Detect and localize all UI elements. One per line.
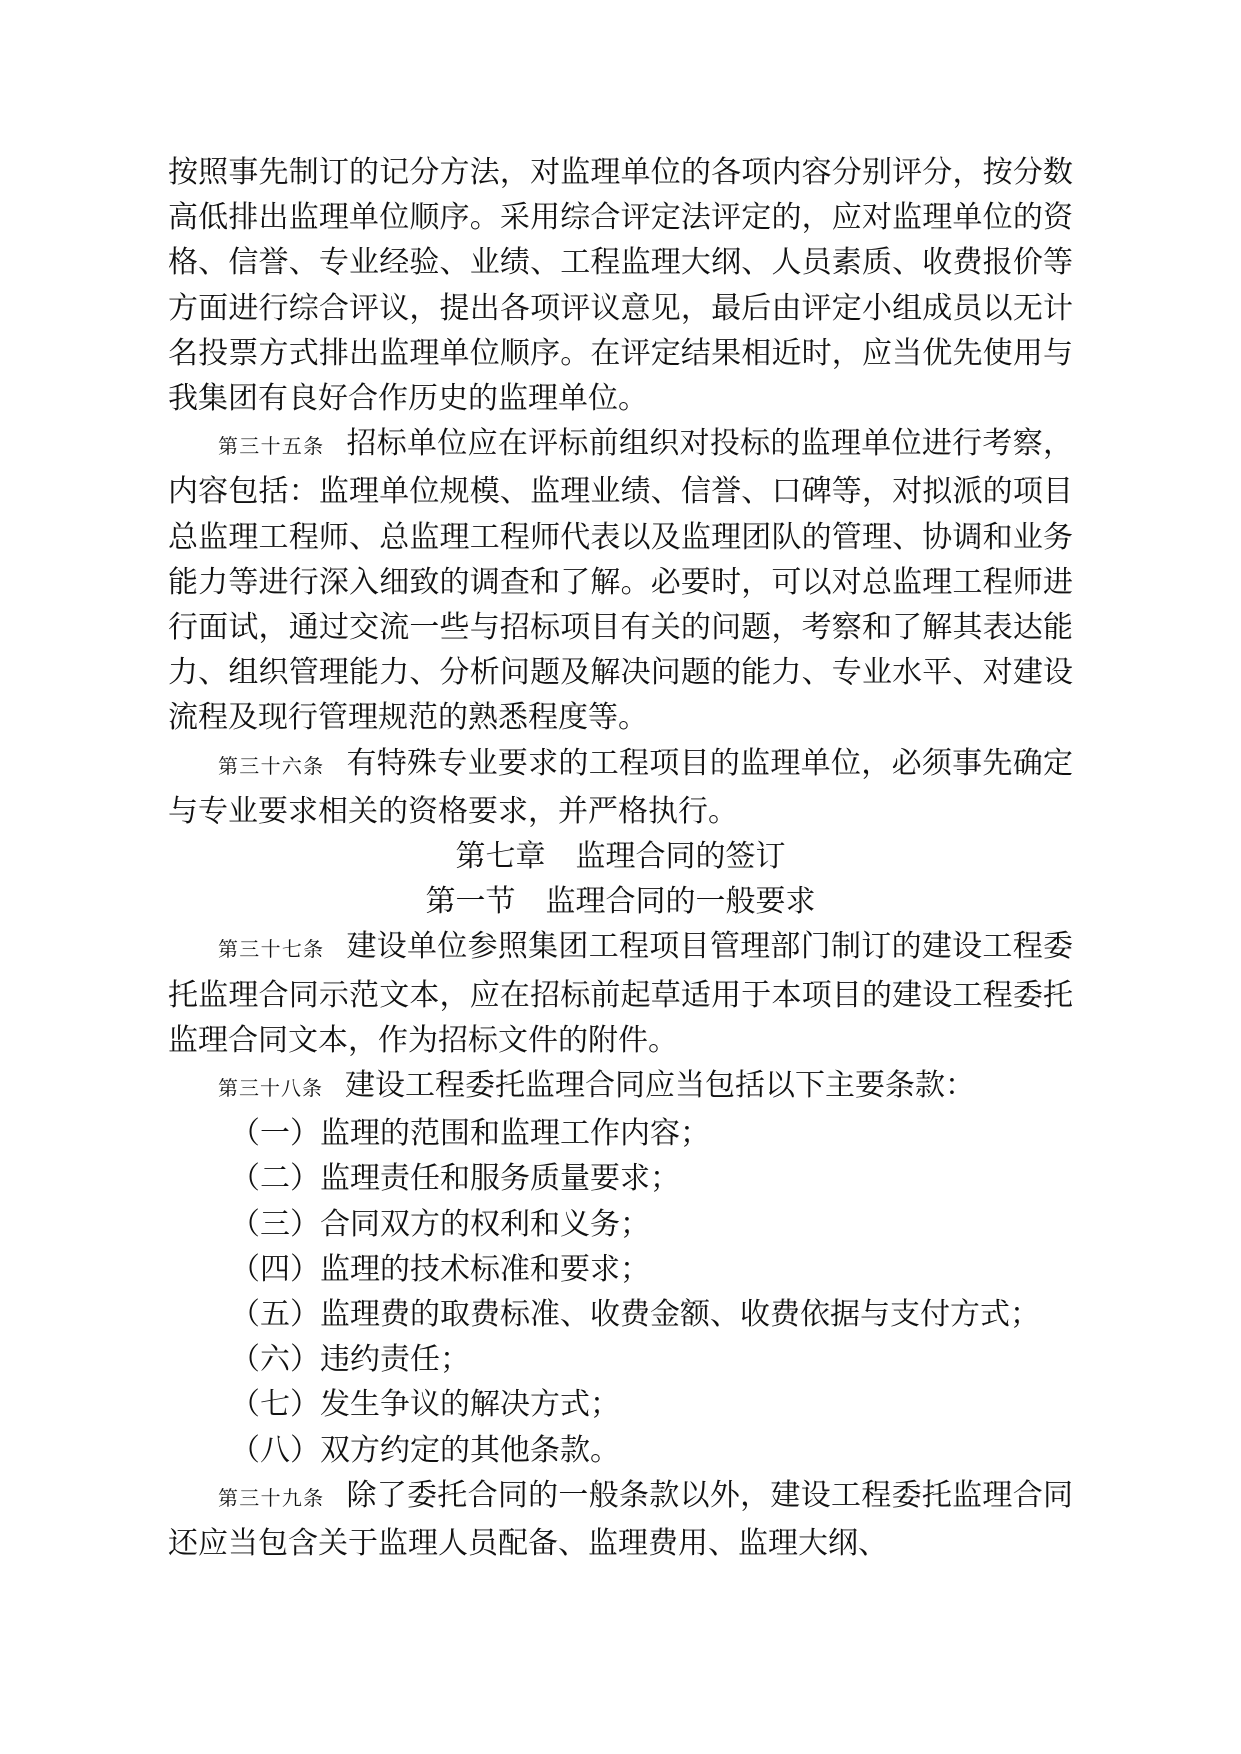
intro-paragraph: 按照事先制订的记分方法，对监理单位的各项内容分别评分，按分数高低排出监理单位顺序。采用综合评定法评定的，应对监理单位的资格、信誉、专业经验、业绩、工程监理大纲、人员素质、收费报价等方面进行综合评议，提出各项评议意见，最后由评定小组成员以无计名投票方式排出监理单位顺序。在评定结果相近时，应当优先使用与我集团有良好合作历史的监理单位。 xyxy=(168,155,1073,417)
article-38 xyxy=(168,1063,1073,1111)
list-item: （二）监理责任和服务质量要求； xyxy=(230,1161,680,1197)
article-39-text: 除了委托合同的一般条款以外，建设工程委托监理合同还应当包含关于监理人员配备、监理费用、监理大纲、 xyxy=(168,1477,1074,1562)
list-item: （五）监理费的取费标准、收费金额、收费依据与支付方式； xyxy=(230,1297,1040,1333)
list-item: （三）合同双方的权利和义务； xyxy=(230,1206,650,1242)
section-title: 第一节 监理合同的一般要求 xyxy=(425,884,816,920)
chapter-title: 第七章 监理合同的签订 xyxy=(455,839,786,875)
list-item: （八）双方约定的其他条款。 xyxy=(230,1432,620,1468)
article-37 xyxy=(168,924,1073,1063)
article-37-text: 建设单位参照集团工程项目管理部门制订的建设工程委托监理合同示范文本，应在招标前起草适用于本项目的建设工程委托监理合同文本，作为招标文件的附件。 xyxy=(168,929,1074,1058)
list-item: （六）违约责任； xyxy=(230,1342,470,1378)
list-item: （四）监理的技术标准和要求； xyxy=(230,1251,650,1287)
document-page xyxy=(168,150,1073,1566)
article-38-label: 第三十八条 xyxy=(218,1076,323,1101)
article-36-label: 第三十六条 xyxy=(218,753,325,778)
article-36-text: 有特殊专业要求的工程项目的监理单位，必须事先确定与专业要求相关的资格要求，并严格执行。 xyxy=(168,745,1074,829)
article-38-text: 建设工程委托监理合同应当包括以下主要条款： xyxy=(345,1068,975,1104)
article-39 xyxy=(168,1473,1073,1566)
article-37-label: 第三十七条 xyxy=(218,937,325,962)
list-item: （七）发生争议的解决方式； xyxy=(230,1387,620,1423)
article-35-text: 招标单位应在评标前组织对投标的监理单位进行考察，内容包括：监理单位规模、监理业绩、信誉、口碑等，对拟派的项目总监理工程师、总监理工程师代表以及监理团队的管理、协调和业务能力等进行深入细致的调查和了解。必要时，可以对总监理工程师进行面试，通过交流一些与招标项目有关的问题，考察和了解其表达能力、组织管理能力、分析问题及解决问题的能力、专业水平、对建设流程及现行管理规范的熟悉程度等。 xyxy=(168,426,1074,736)
article-39-label: 第三十九条 xyxy=(218,1485,325,1510)
article-36 xyxy=(168,741,1073,834)
list-item: （一）监理的范围和监理工作内容； xyxy=(230,1116,710,1152)
article-35 xyxy=(168,421,1073,740)
article-35-label: 第三十五条 xyxy=(218,434,325,459)
